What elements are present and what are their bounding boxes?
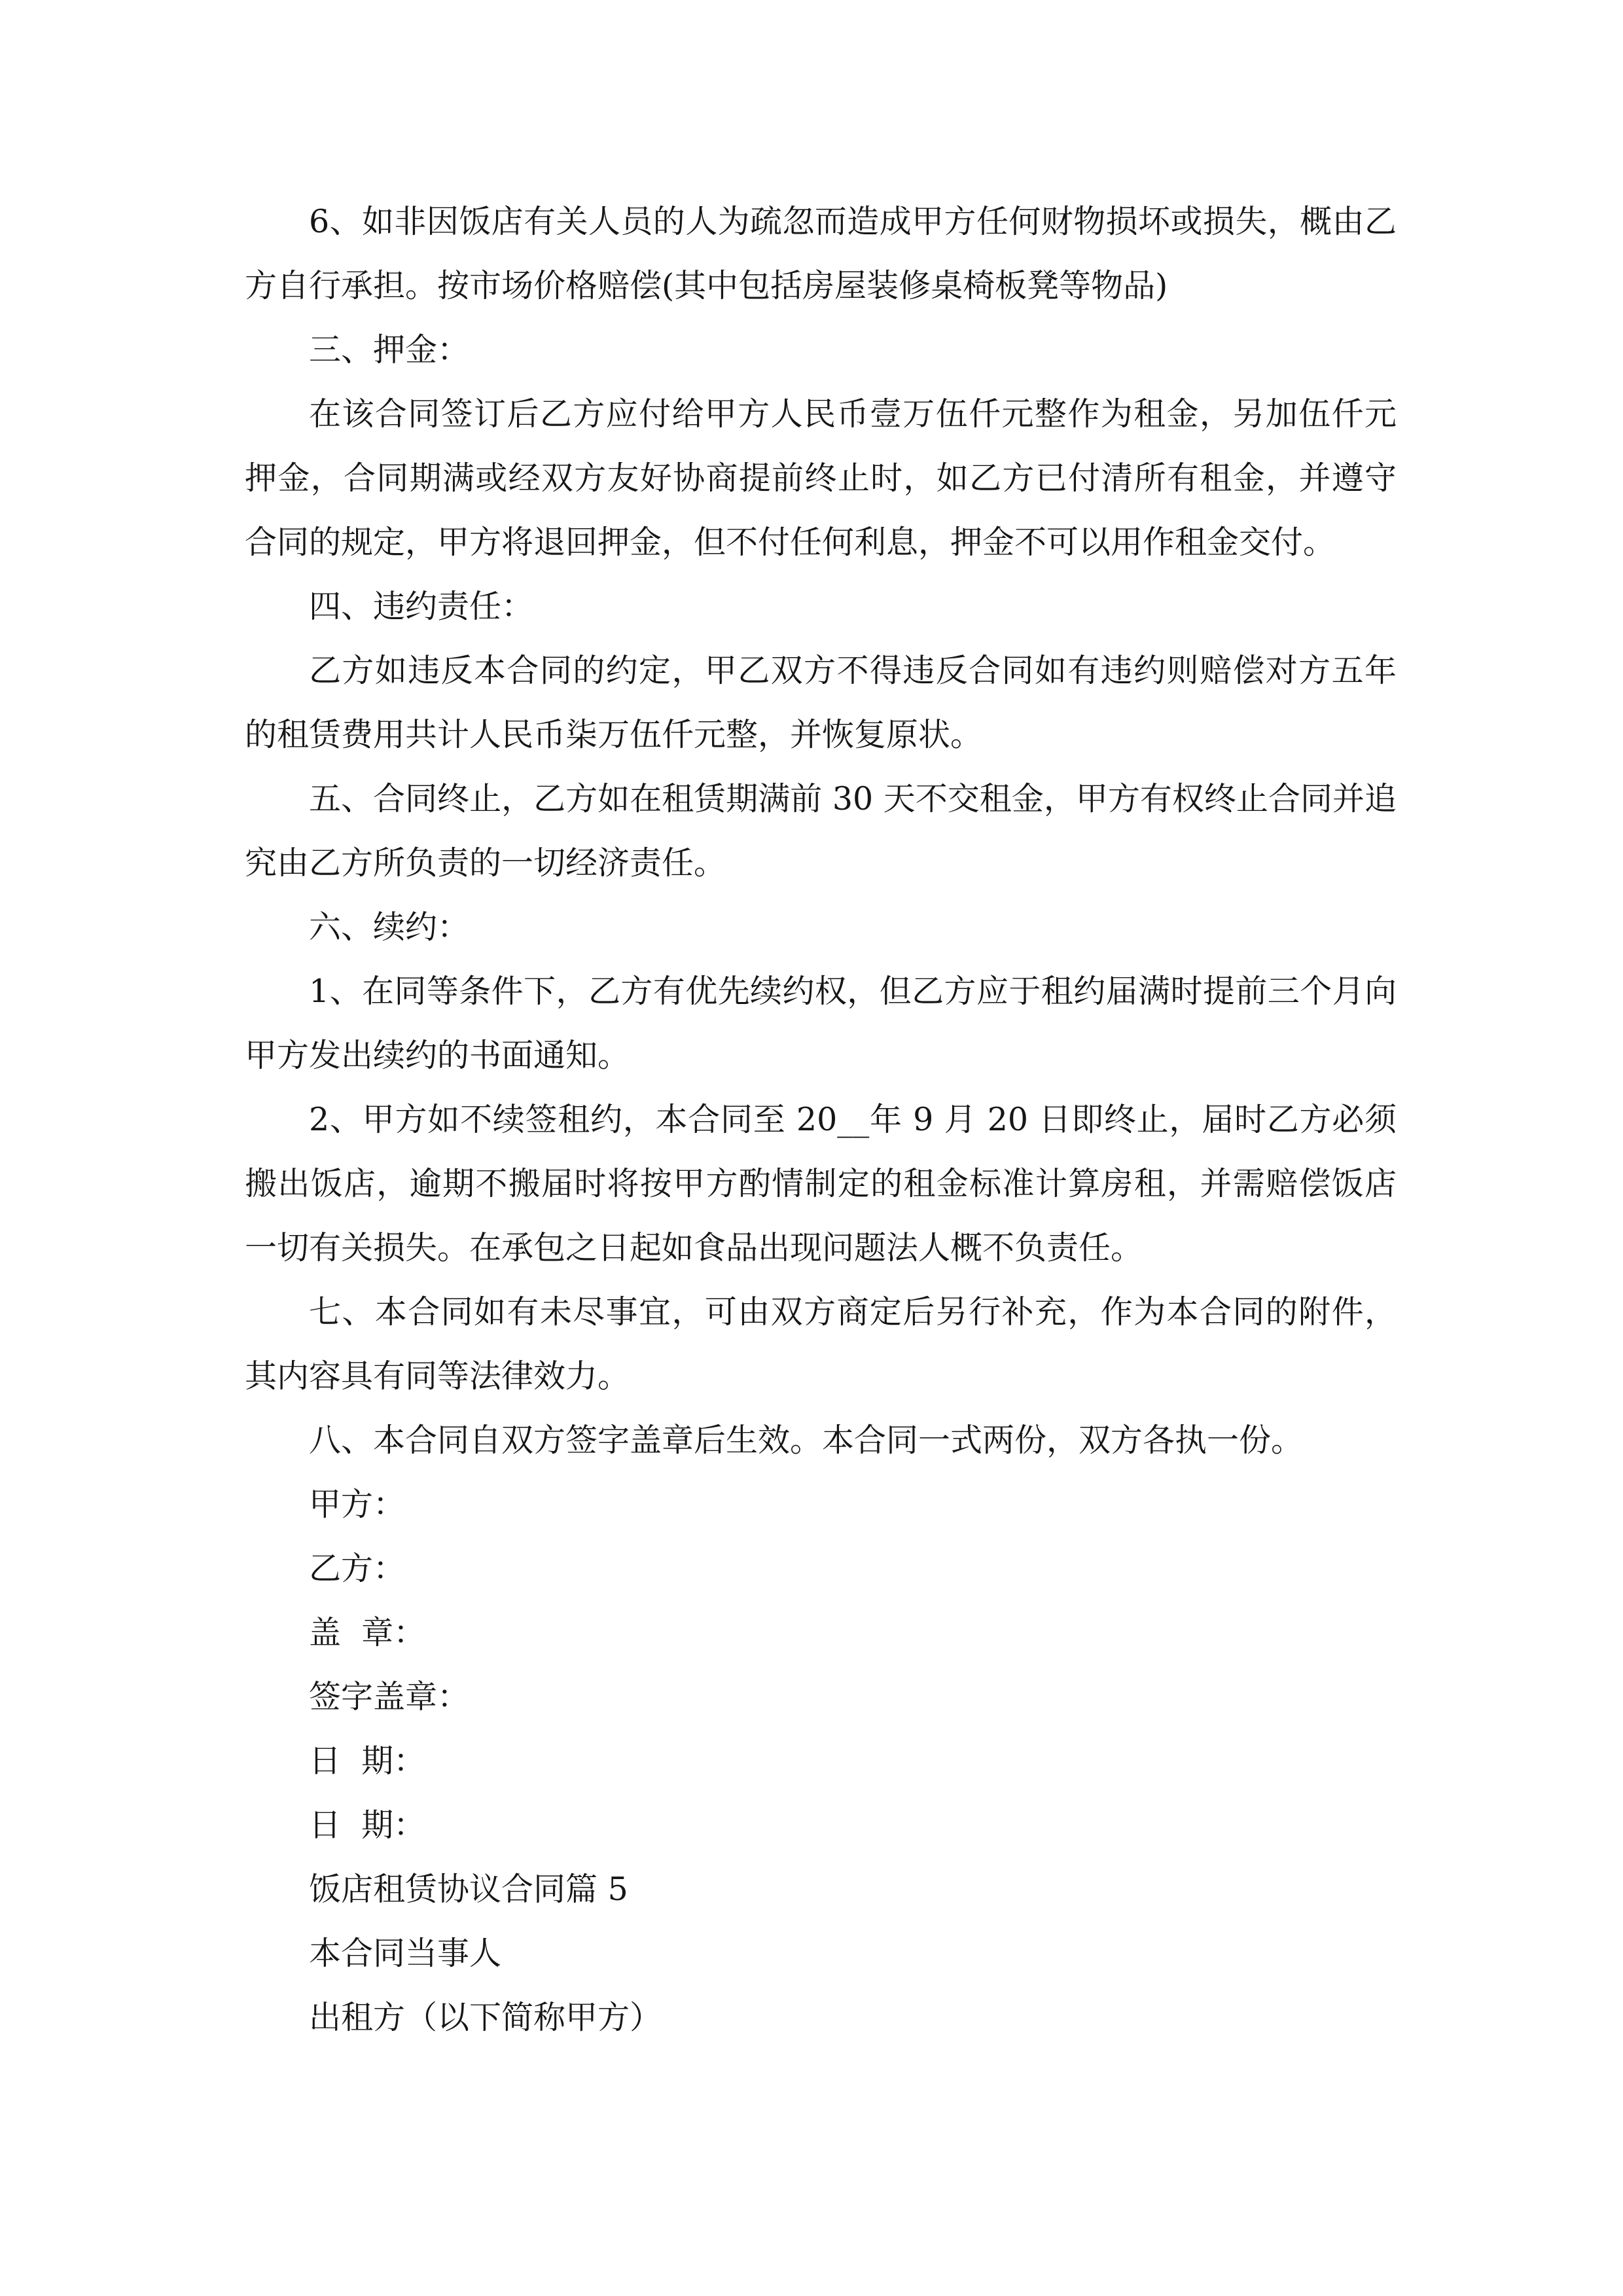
renewal-heading: 六、续约： [309,908,470,946]
deposit-heading: 三、押金： [309,331,470,368]
clause-6-paragraph: 6、如非因饭店有关人员的人为疏忽而造成甲方任何财物损坏或损失，概由乙方自行承担。按市场价格赔偿(其中包括房屋装修桌椅板凳等物品) [245,203,1397,304]
renewal-clause-1: 1、在同等条件下，乙方有优先续约权，但乙方应于租约届满时提前三个月向甲方发出续约的书面通知。 [245,973,1397,1074]
next-contract-title: 饭店租赁协议合同篇 5 [309,1871,628,1908]
date-label-2: 日 期： [309,1806,426,1844]
contract-parties-label: 本合同当事人 [309,1935,502,1972]
seal-label: 盖 章： [309,1614,426,1651]
renewal-clause-2: 2、甲方如不续签租约，本合同至 20__年 9 月 20 日即终止，届时乙方必须搬出饭店，逾期不搬届时将按甲方酌情制定的租金标准计算房租，并需赔偿饭店一切有关损失。在承包之日起如食品出现问题法人概不负责任。 [245,1101,1397,1266]
liability-paragraph: 乙方如违反本合同的约定，甲乙双方不得违反合同如有违约则赔偿对方五年的租赁费用共计人民币柒万伍仟元整，并恢复原状。 [245,652,1397,753]
clause-8-paragraph: 八、本合同自双方签字盖章后生效。本合同一式两份，双方各执一份。 [309,1422,1304,1459]
lessor-label: 出租方（以下简称甲方） [309,1999,662,2036]
document-body [245,190,1397,2050]
party-a-label: 甲方： [309,1486,406,1523]
sign-seal-label: 签字盖章： [309,1678,470,1715]
termination-paragraph: 五、合同终止，乙方如在租赁期满前 30 天不交租金，甲方有权终止合同并追究由乙方所负责的一切经济责任。 [245,780,1397,882]
date-label-1: 日 期： [309,1742,426,1780]
party-b-label: 乙方： [309,1550,406,1587]
liability-heading: 四、违约责任： [309,588,534,625]
deposit-paragraph: 在该合同签订后乙方应付给甲方人民币壹万伍仟元整作为租金，另加伍仟元押金，合同期满或经双方友好协商提前终止时，如乙方已付清所有租金，并遵守合同的规定，甲方将退回押金，但不付任何利息，押金不可以用作租金交付。 [245,395,1397,561]
clause-7-paragraph: 七、本合同如有未尽事宜，可由双方商定后另行补充，作为本合同的附件，其内容具有同等法律效力。 [245,1293,1397,1395]
